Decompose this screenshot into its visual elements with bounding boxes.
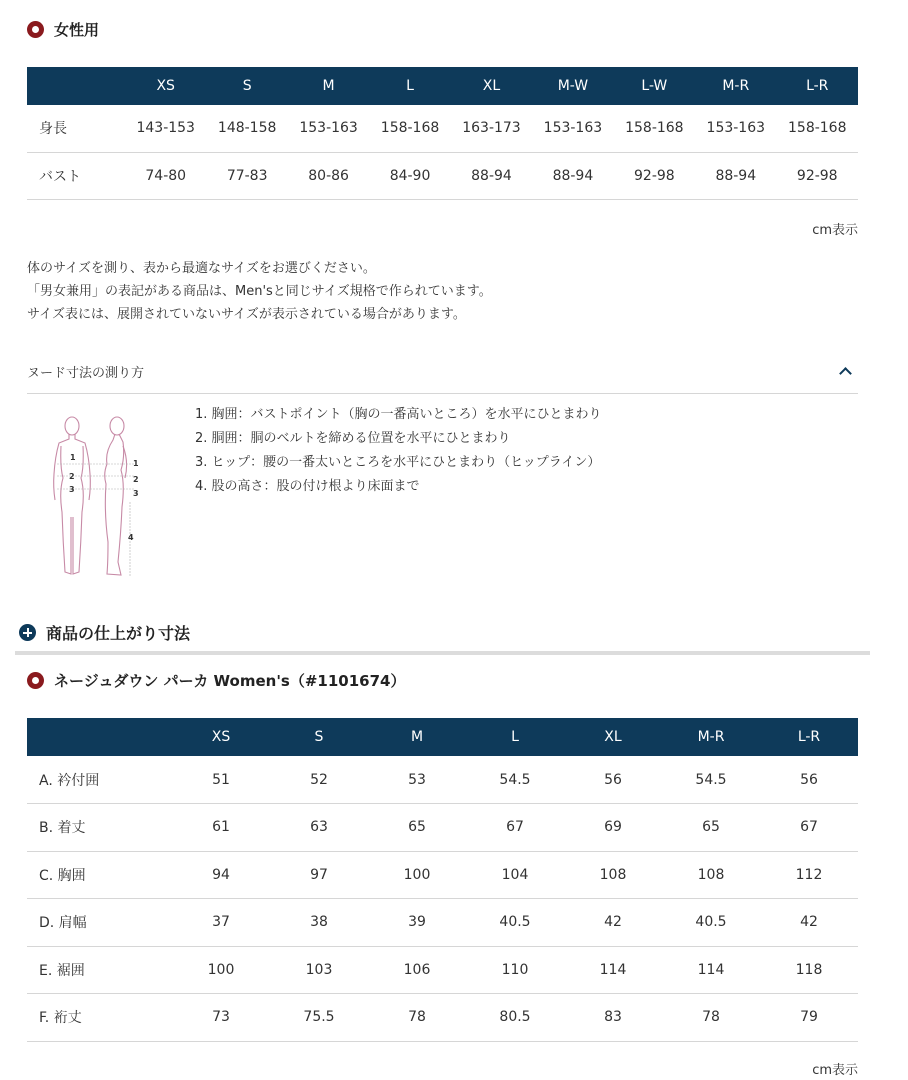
table-cell: 94: [172, 851, 270, 899]
header-cell: M: [368, 718, 466, 756]
table-row: [27, 994, 858, 1042]
table-cell: 74-80: [125, 152, 206, 199]
product-title: ネージュダウン パーカ Women's（#1101674）: [54, 672, 406, 690]
table-cell: 88-94: [695, 152, 776, 199]
row-label: F. 裄丈: [27, 994, 172, 1042]
table-cell: 97: [270, 851, 368, 899]
header-cell: L-W: [614, 67, 695, 105]
header-cell: [27, 718, 172, 756]
table-row: [27, 804, 858, 852]
table-cell: 158-168: [369, 105, 450, 152]
row-label: A. 衿付囲: [27, 756, 172, 804]
bullet-circle-icon: [27, 672, 44, 689]
finished-size-table: [27, 718, 858, 1042]
table-cell: 153-163: [288, 105, 369, 152]
list-item: 2. 胴囲：胴のベルトを締める位置を水平にひとまわり: [195, 431, 511, 446]
table-cell: 56: [564, 756, 662, 804]
table-cell: 88-94: [532, 152, 613, 199]
header-cell: [27, 67, 125, 105]
table-cell: 110: [466, 946, 564, 994]
chevron-up-icon[interactable]: [839, 367, 852, 380]
header-cell: M-W: [532, 67, 613, 105]
table-cell: 148-158: [206, 105, 287, 152]
table-cell: 69: [564, 804, 662, 852]
note-line: サイズ表には、展開されていないサイズが表示されている場合があります。: [27, 307, 466, 322]
table-row: [27, 756, 858, 804]
row-label: バスト: [27, 152, 125, 199]
table-cell: 54.5: [466, 756, 564, 804]
womens-size-table: [27, 67, 858, 200]
table-cell: 61: [172, 804, 270, 852]
row-label: D. 肩幅: [27, 899, 172, 947]
table-cell: 79: [760, 994, 858, 1042]
table-cell: 56: [760, 756, 858, 804]
header-cell: XL: [564, 718, 662, 756]
table-row: [27, 946, 858, 994]
table-cell: 158-168: [614, 105, 695, 152]
figure-label: 2: [69, 472, 75, 481]
table-cell: 84-90: [369, 152, 450, 199]
table-cell: 63: [270, 804, 368, 852]
figure-label: 2: [133, 475, 139, 484]
header-cell: M-R: [662, 718, 760, 756]
womens-size-heading: [27, 19, 99, 40]
table-cell: 114: [662, 946, 760, 994]
figure-label: 3: [69, 485, 75, 494]
table-cell: 65: [368, 804, 466, 852]
expand-plus-icon[interactable]: [19, 624, 36, 641]
finished-size-title: 商品の仕上がり寸法: [46, 624, 191, 643]
header-cell: L-R: [760, 718, 858, 756]
table-cell: 80-86: [288, 152, 369, 199]
table-cell: 163-173: [451, 105, 532, 152]
figure-label: 1: [70, 453, 76, 462]
figure-label: 4: [128, 533, 134, 542]
header-cell: XS: [125, 67, 206, 105]
list-item: 4. 股の高さ：股の付け根より床面まで: [195, 479, 420, 494]
table-cell: 38: [270, 899, 368, 947]
table-cell: 78: [368, 994, 466, 1042]
table-cell: 51: [172, 756, 270, 804]
table-row: [27, 105, 858, 152]
table-cell: 67: [760, 804, 858, 852]
header-cell: L-R: [777, 67, 859, 105]
table-cell: 114: [564, 946, 662, 994]
row-label: E. 裾囲: [27, 946, 172, 994]
body-figure-illustration: [45, 412, 145, 584]
table-cell: 118: [760, 946, 858, 994]
table-cell: 153-163: [532, 105, 613, 152]
header-cell: L: [466, 718, 564, 756]
table-cell: 83: [564, 994, 662, 1042]
table-cell: 54.5: [662, 756, 760, 804]
table-cell: 67: [466, 804, 564, 852]
header-cell: S: [270, 718, 368, 756]
header-cell: M: [288, 67, 369, 105]
list-item: 3. ヒップ：腰の一番太いところを水平にひとまわり（ヒップライン）: [195, 455, 601, 470]
table-cell: 106: [368, 946, 466, 994]
header-cell: XS: [172, 718, 270, 756]
table-header-row: [27, 67, 858, 105]
table-cell: 73: [172, 994, 270, 1042]
table-cell: 92-98: [614, 152, 695, 199]
womens-size-title: 女性用: [54, 21, 100, 39]
list-item: 1. 胸囲：バストポイント（胸の一番高いところ）を水平にひとまわり: [195, 407, 602, 422]
table-row: [27, 851, 858, 899]
table-cell: 143-153: [125, 105, 206, 152]
table-cell: 158-168: [777, 105, 859, 152]
table-cell: 53: [368, 756, 466, 804]
table-cell: 40.5: [662, 899, 760, 947]
table-cell: 103: [270, 946, 368, 994]
row-label: 身長: [27, 105, 125, 152]
table-cell: 52: [270, 756, 368, 804]
table-cell: 153-163: [695, 105, 776, 152]
figure-label: 3: [133, 489, 139, 498]
nude-measurement-toggle[interactable]: [27, 350, 858, 394]
header-cell: S: [206, 67, 287, 105]
table-cell: 108: [662, 851, 760, 899]
table-cell: 39: [368, 899, 466, 947]
howto-label: ヌード寸法の測り方: [27, 366, 145, 381]
table-cell: 100: [368, 851, 466, 899]
table-cell: 78: [662, 994, 760, 1042]
unit-label: cm表示: [812, 223, 858, 238]
table-header-row: [27, 718, 858, 756]
table-cell: 42: [760, 899, 858, 947]
header-cell: XL: [451, 67, 532, 105]
table-row: [27, 899, 858, 947]
unit-label: cm表示: [812, 1063, 858, 1078]
figure-label: 1: [133, 459, 139, 468]
table-cell: 88-94: [451, 152, 532, 199]
note-line: 「男女兼用」の表記がある商品は、Men'sと同じサイズ規格で作られています。: [27, 284, 492, 299]
table-cell: 92-98: [777, 152, 859, 199]
table-cell: 40.5: [466, 899, 564, 947]
table-cell: 108: [564, 851, 662, 899]
measurement-list: [195, 403, 602, 499]
bullet-circle-icon: [27, 21, 44, 38]
header-cell: L: [369, 67, 450, 105]
table-row: [27, 152, 858, 199]
table-cell: 77-83: [206, 152, 287, 199]
table-cell: 112: [760, 851, 858, 899]
note-line: 体のサイズを測り、表から最適なサイズをお選びください。: [27, 261, 376, 276]
table-cell: 37: [172, 899, 270, 947]
table-cell: 104: [466, 851, 564, 899]
table-cell: 42: [564, 899, 662, 947]
size-notes: [27, 257, 492, 326]
row-label: C. 胸囲: [27, 851, 172, 899]
product-heading: [27, 670, 406, 691]
table-cell: 100: [172, 946, 270, 994]
section-divider: [15, 651, 870, 655]
finished-size-heading[interactable]: [19, 621, 190, 644]
table-cell: 80.5: [466, 994, 564, 1042]
table-cell: 75.5: [270, 994, 368, 1042]
row-label: B. 着丈: [27, 804, 172, 852]
table-cell: 65: [662, 804, 760, 852]
header-cell: M-R: [695, 67, 776, 105]
